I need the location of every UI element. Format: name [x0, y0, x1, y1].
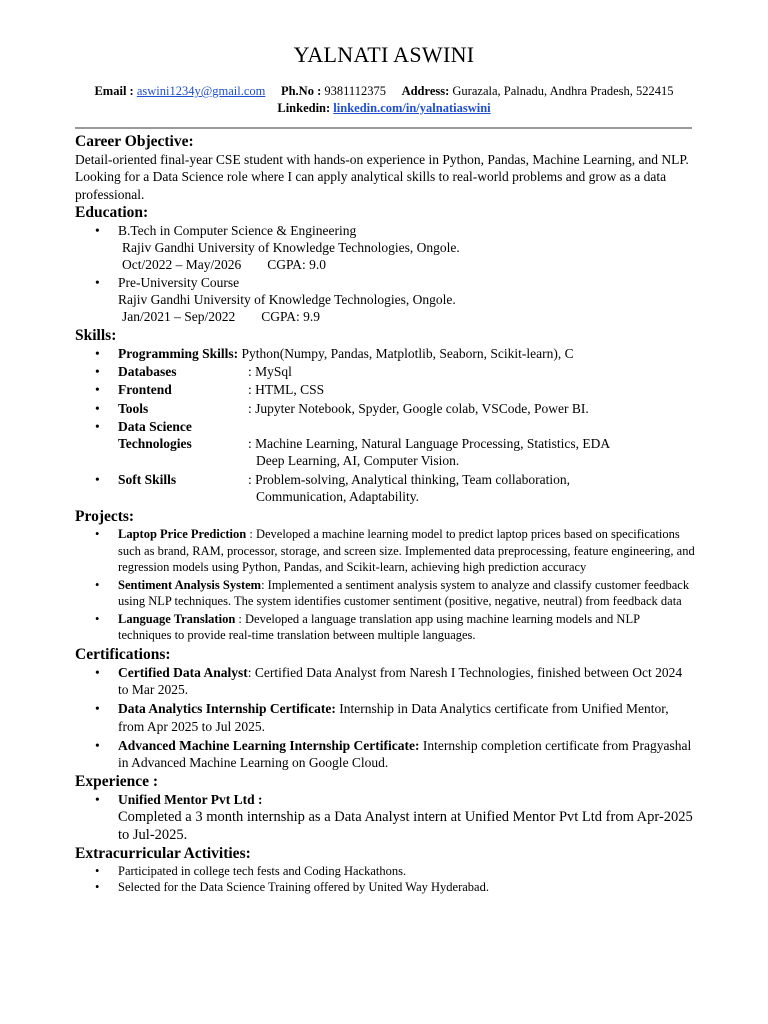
project-description: : Developed a machine learning model to predict laptop prices based on specifications such as brand, RAM, processor, storage, and screen size. Implemented data preprocessing, feature engineering, and regression models using Python, Pandas, and Scikit-learn, achieving high prediction accuracy [118, 527, 695, 575]
project-name: Laptop Price Prediction [118, 527, 247, 542]
education-item [75, 274, 695, 326]
project-description: : Implemented a sentiment analysis system to analyze and classify customer feedback using NLP techniques. The system identifies customer sentiment (positive, negative, neutral) from feedback data [118, 577, 690, 609]
linkedin-line [0, 101, 768, 116]
education-degree: B.Tech in Computer Science & Engineering [118, 222, 357, 238]
extracurricular-heading: Extracurricular Activities: [75, 844, 251, 862]
extracurricular-text: Participated in college tech fests and Coding Hackathons. [118, 863, 407, 878]
objective-text: Detail-oriented final-year CSE student with hands-on experience in Python, Pandas, Machine Learning, and NLP. Looking for a Data Science role where I can apply analytical skills to real-world problems and grow as a data professional. [75, 152, 689, 202]
bullet-icon: • [95, 527, 100, 542]
skill-value: : Jupyter Notebook, Spyder, Google colab, VSCode, Power BI. [248, 400, 589, 416]
education-dates: Jan/2021 – Sep/2022 [122, 309, 236, 325]
bullet-icon: • [95, 382, 100, 398]
header-divider [75, 127, 692, 129]
skill-label: Databases [118, 363, 177, 379]
skill-item [75, 381, 695, 398]
bullet-icon: • [95, 418, 100, 434]
project-item [75, 526, 695, 576]
bullet-icon: • [95, 738, 100, 754]
education-dates-row [118, 308, 695, 325]
bullet-icon: • [95, 471, 100, 487]
certification-name: Data Analytics Internship Certificate: [118, 701, 336, 717]
experience-item [75, 791, 695, 844]
project-description: : Developed a language translation app using machine learning models and NLP techniques to provide real-time translation between multiple languages. [118, 611, 640, 643]
skill-value-line2: Communication, Adaptability. [256, 489, 419, 505]
skill-item [75, 345, 695, 362]
bullet-icon: • [95, 345, 100, 361]
skills-list [75, 345, 695, 506]
bullet-icon: • [95, 274, 100, 290]
skill-value: : Problem-solving, Analytical thinking, Team collaboration, [248, 471, 571, 487]
bullet-icon: • [95, 363, 100, 379]
skill-value: : HTML, CSS [248, 382, 325, 398]
extracurricular-text: Selected for the Data Science Training offered by United Way Hyderabad. [118, 880, 489, 895]
extracurricular-item [75, 879, 695, 896]
certification-item [75, 737, 695, 772]
project-item [75, 611, 695, 644]
bullet-icon: • [95, 222, 100, 238]
skills-heading: Skills: [75, 326, 117, 344]
certification-name: Advanced Machine Learning Internship Certificate: [118, 738, 420, 754]
skill-label: Frontend [118, 382, 172, 398]
education-score: CGPA: 9.9 [261, 309, 321, 325]
education-institution: Rajiv Gandhi University of Knowledge Technologies, Ongole. [122, 240, 460, 256]
skill-item [75, 363, 695, 380]
experience-list [75, 791, 695, 844]
bullet-icon: • [95, 400, 100, 416]
bullet-icon: • [95, 880, 100, 895]
candidate-name: YALNATI ASWINI [293, 42, 475, 67]
experience-heading: Experience : [75, 772, 159, 790]
phone-value: 9381112375 [324, 84, 386, 98]
bullet-icon: • [95, 664, 100, 680]
email-label: Email : [94, 84, 134, 98]
skill-value: : MySql [248, 363, 292, 379]
certification-description: : Certified Data Analyst from Naresh I Technologies, finished between Oct 2024 to Mar 2025. [118, 664, 683, 698]
bullet-icon: • [95, 577, 100, 592]
certification-item [75, 664, 695, 699]
education-dates: Oct/2022 – May/2026 [122, 257, 242, 273]
objective-heading: Career Objective: [75, 133, 194, 150]
education-institution: Rajiv Gandhi University of Knowledge Technologies, Ongole. [118, 292, 456, 308]
resume-body [75, 132, 695, 896]
certifications-heading: Certifications: [75, 645, 171, 663]
project-name: Language Translation [118, 611, 236, 626]
project-name: Sentiment Analysis System [118, 577, 262, 592]
education-heading: Education: [75, 203, 149, 221]
projects-heading: Projects: [75, 508, 135, 526]
bullet-icon: • [95, 791, 100, 807]
bullet-icon: • [95, 701, 100, 717]
education-dates-row [118, 256, 695, 273]
address-label: Address: [401, 84, 450, 98]
certification-description: Internship completion certificate from Pragyashal in Advanced Machine Learning on Google Cloud. [118, 738, 692, 771]
experience-description: Completed a 3 month internship as a Data Analyst intern at Unified Mentor Pvt Ltd from Apr-2025 to Jul-2025. [118, 808, 693, 843]
skill-value: Python(Numpy, Pandas, Matplotlib, Seaborn, Scikit-learn), C [241, 345, 574, 361]
extracurricular-item [75, 863, 695, 880]
skill-item [75, 400, 695, 417]
projects-list [75, 526, 695, 644]
phone-label: Ph.No : [280, 84, 322, 98]
project-item [75, 577, 695, 610]
skill-label-line2: Technologies [118, 436, 192, 452]
education-item [75, 222, 695, 274]
education-list [75, 222, 695, 326]
skill-value: : Machine Learning, Natural Language Processing, Statistics, EDA [248, 436, 611, 452]
certification-description: Internship in Data Analytics certificate from Unified Mentor, from Apr 2025 to Jul 2025. [118, 701, 669, 734]
address-value: Gurazala, Palnadu, Andhra Pradesh, 522415 [452, 84, 674, 98]
experience-company: Unified Mentor Pvt Ltd : [118, 791, 263, 807]
education-score: CGPA: 9.0 [267, 257, 327, 273]
bullet-icon: • [95, 863, 100, 878]
skill-item [75, 418, 695, 470]
linkedin-label: Linkedin: [277, 101, 331, 115]
certification-name: Certified Data Analyst [118, 664, 248, 680]
bullet-icon: • [95, 611, 100, 626]
skill-label: Soft Skills [118, 471, 177, 487]
linkedin-link[interactable]: linkedin.com/in/yalnatiaswini [333, 101, 491, 115]
skill-value-line2: Deep Learning, AI, Computer Vision. [256, 453, 460, 469]
skill-item [75, 471, 695, 506]
certification-item [75, 700, 695, 735]
skill-label: Programming Skills: [118, 345, 239, 361]
email-link[interactable]: aswini1234y@gmail.com [136, 84, 266, 98]
skill-label: Data Science [118, 418, 192, 434]
skill-label: Tools [118, 400, 149, 416]
extracurricular-list [75, 863, 695, 896]
contact-line [0, 84, 768, 99]
certifications-list [75, 664, 695, 772]
education-degree: Pre-University Course [118, 274, 240, 290]
